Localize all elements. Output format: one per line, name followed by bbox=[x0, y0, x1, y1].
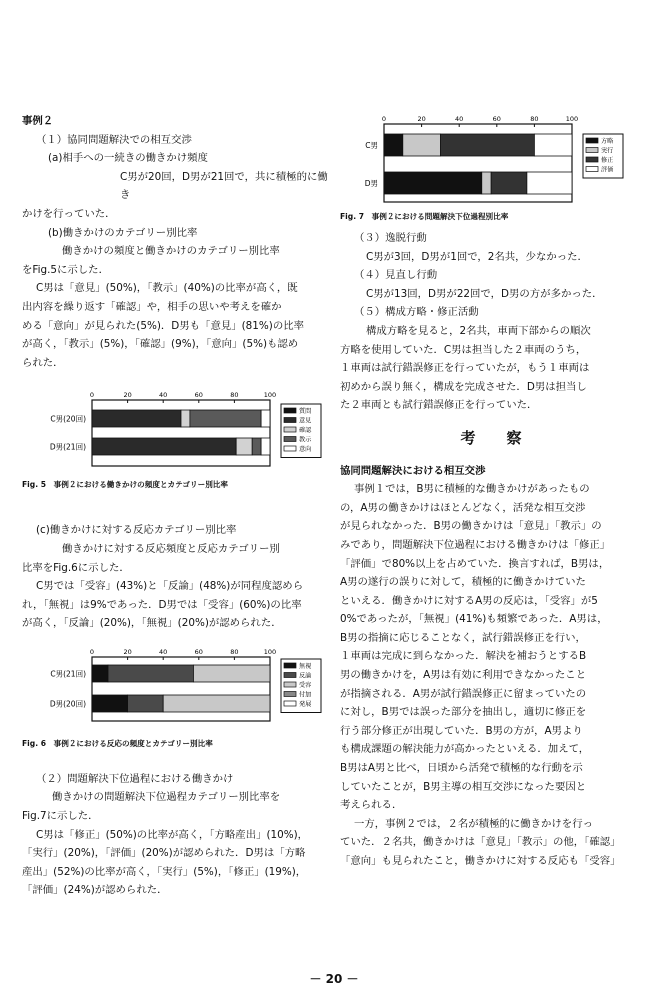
paragraph-line: 働きかけの頻度と働きかけのカテゴリー別比率 bbox=[62, 245, 280, 258]
section-heading-1: （１）協同問題解決での相互交渉 bbox=[36, 133, 192, 146]
legend-swatch bbox=[284, 663, 296, 668]
paragraph-line: が指摘される．A男が試行錯誤修正に留まっていたの bbox=[340, 687, 587, 700]
figure-5 bbox=[22, 386, 328, 491]
paragraph-line: かけを行っていた． bbox=[22, 207, 116, 220]
figure-6-chart bbox=[22, 645, 328, 735]
legend-swatch bbox=[284, 408, 296, 413]
paragraph-line: C男が13回，D男が22回で，D男の方が多かった． bbox=[366, 287, 603, 300]
bar-segment-受容 bbox=[193, 665, 270, 682]
left-column bbox=[22, 112, 328, 900]
legend-swatch bbox=[586, 157, 598, 162]
legend-label: 無視 bbox=[299, 662, 312, 670]
page-number: － 20 － bbox=[309, 972, 359, 986]
paragraph-line: に対し，B男では誤った部分を抽出し，適切に修正を bbox=[340, 706, 587, 719]
legend-swatch bbox=[284, 446, 296, 451]
paragraph-line: 出内容を繰り返す「確認」や，相手の思いや考えを確か bbox=[22, 300, 282, 313]
bar-segment-評価 bbox=[527, 172, 572, 194]
legend-swatch bbox=[284, 672, 296, 677]
figure-5-chart bbox=[22, 386, 328, 476]
bar-segment-方略 bbox=[384, 134, 403, 156]
tick-label: 80 bbox=[530, 115, 539, 123]
legend-label: 修正 bbox=[601, 157, 614, 164]
bar-segment-無視 bbox=[92, 695, 128, 712]
paragraph-line: 0%であったが，「無視」(41%)も頻繁であった．A男は， bbox=[340, 613, 608, 626]
bar-segment-意向 bbox=[261, 410, 270, 427]
section-heading-3: （３）逸脱行動 bbox=[354, 232, 427, 244]
figure-7-chart bbox=[340, 112, 650, 208]
paragraph-line: Fig.7に示した． bbox=[22, 810, 99, 823]
bar-segment-教示 bbox=[190, 410, 261, 427]
legend-label: 教示 bbox=[299, 436, 312, 444]
paragraph-line: も構成課題の解決能力が高かったといえる．加えて， bbox=[340, 743, 590, 756]
legend-label: 実行 bbox=[601, 147, 614, 155]
paragraph-line: が見られなかった．B男の働きかけは「意見」「教示」の bbox=[340, 520, 602, 533]
tick-label: 60 bbox=[194, 647, 203, 656]
paragraph-line: が高く，「反論」(20%)，「無視」(20%)が認められた． bbox=[22, 617, 282, 630]
bar-segment-確認 bbox=[236, 438, 252, 455]
discussion-body bbox=[340, 480, 650, 870]
legend-swatch bbox=[284, 427, 296, 432]
discussion-heading: 協同問題解決における相互交渉 bbox=[340, 464, 486, 477]
paragraph-line: 「評価」(24%)が認められた． bbox=[22, 884, 168, 897]
subsection-heading-b: (b)働きかけのカテゴリー別比率 bbox=[48, 226, 198, 239]
paragraph-line: 働きかけの問題解決下位過程カテゴリー別比率を bbox=[52, 791, 281, 804]
bar-segment-確認 bbox=[181, 410, 190, 427]
tick-label: 100 bbox=[263, 647, 277, 656]
tick-label: 40 bbox=[159, 647, 168, 656]
tick-label: 100 bbox=[565, 115, 579, 123]
bar-segment-教示 bbox=[252, 438, 261, 455]
paragraph-line: C男は「意見」(50%)，「教示」(40%)の比率が高く，既 bbox=[36, 282, 298, 295]
bar-segment-評価 bbox=[534, 134, 572, 156]
legend-label: 確認 bbox=[299, 427, 312, 435]
paragraph-line: C男が3回，D男が1回で，2名共，少なかった． bbox=[366, 250, 588, 263]
figure-7-caption: Fig. 7 事例２における問題解決下位過程別比率 bbox=[340, 212, 509, 221]
paragraph-line: 考えられる． bbox=[340, 799, 403, 812]
paragraph-line: れ，「無視」は9%であった．D男では「受容」(60%)の比率 bbox=[22, 598, 302, 611]
paragraph-line: といえる．働きかけに対するA男の反応は，「受容」が5 bbox=[340, 594, 598, 607]
paragraph-line: 方略を使用していた．C男は担当した２車両のうち， bbox=[340, 343, 587, 356]
bar-segment-方略 bbox=[384, 172, 482, 194]
paragraph-line: 産出」(52%)の比率が高く，「実行」(5%)，「修正」(19%)， bbox=[22, 865, 307, 878]
tick-label: 60 bbox=[194, 391, 203, 400]
paragraph-line: 事例１では，B男に積極的な働きかけがあったもの bbox=[354, 483, 590, 496]
paragraph-line: 「評価」で80%以上を占めていた．換言すれば，B男は， bbox=[340, 557, 610, 570]
tick-label: 0 bbox=[381, 115, 387, 123]
tick-label: 20 bbox=[123, 647, 132, 656]
bar-segment-修正 bbox=[440, 134, 534, 156]
right-column bbox=[340, 112, 650, 871]
legend-label: 発展 bbox=[299, 700, 312, 708]
figure-6-caption: Fig. 6 事例２における反応の頻度とカテゴリー別比率 bbox=[22, 738, 213, 748]
paragraph-line: の，A男の働きかけはほとんどなく，活発な相互交渉 bbox=[340, 501, 586, 514]
paragraph-line: ていた．２名共，働きかけは「意見」「教示」の他，「確認」 bbox=[340, 836, 621, 849]
paragraph-line: C男では「受容」(43%)と「反論」(48%)が同程度認めら bbox=[36, 580, 304, 593]
paragraph-line: A男の遂行の誤りに対して，積極的に働きかけていた bbox=[340, 576, 586, 589]
section-heading-4: （４）見直し行動 bbox=[354, 269, 438, 282]
paragraph-line: める「意向」が見られた(5%)．D男も「意見」(81%)の比率 bbox=[22, 319, 304, 332]
bar-segment-実行 bbox=[403, 134, 441, 156]
paragraph-line: １車両は試行錯誤修正を行っていたが，もう１車両は bbox=[340, 362, 590, 375]
category-label: D男(20回) bbox=[49, 699, 86, 709]
tick-label: 0 bbox=[89, 391, 95, 400]
paragraph-line: みであり，問題解決下位過程における働きかけは「修正」 bbox=[340, 538, 611, 551]
bar-segment-反論 bbox=[108, 665, 193, 682]
category-label: D男(21回) bbox=[49, 442, 86, 452]
legend-swatch bbox=[586, 167, 598, 172]
paragraph-line: をFig.5に示した． bbox=[22, 263, 109, 276]
category-label: C男 bbox=[365, 141, 378, 150]
bar-segment-実行 bbox=[482, 172, 491, 194]
paragraph-line: C男が20回，D男が21回で，共に積極的に働き bbox=[120, 170, 328, 202]
legend-label: 付加 bbox=[299, 691, 312, 699]
paragraph-line: が高く，「教示」(5%)，「確認」(9%)，「意向」(5%)も認め bbox=[22, 338, 299, 351]
legend-label: 評価 bbox=[601, 166, 614, 174]
figure-5-caption: Fig. 5 事例２における働きかけの頻度とカテゴリー別比率 bbox=[22, 480, 228, 490]
tick-label: 40 bbox=[455, 115, 464, 123]
tick-label: 20 bbox=[417, 115, 426, 123]
bar-segment-修正 bbox=[491, 172, 527, 194]
tick-label: 0 bbox=[89, 647, 95, 656]
paragraph-line: C男は「修正」(50%)の比率が高く，「方略産出」(10%)， bbox=[36, 828, 309, 841]
legend-label: 質問 bbox=[299, 408, 312, 416]
section-heading-2: （２）問題解決下位過程における働きかけ bbox=[36, 772, 234, 785]
tick-label: 60 bbox=[492, 115, 501, 123]
paragraph-line: 一方，事例２では，２名が積極的に働きかけを行っ bbox=[354, 817, 593, 830]
category-label: D男 bbox=[364, 179, 378, 188]
legend-swatch bbox=[284, 701, 296, 706]
bar-segment-受容 bbox=[163, 695, 270, 712]
tick-label: 40 bbox=[159, 391, 168, 400]
bar-segment-意見 bbox=[92, 410, 181, 427]
tick-label: 100 bbox=[263, 391, 277, 400]
bar-segment-意見 bbox=[92, 438, 236, 455]
bar-segment-意向 bbox=[261, 438, 270, 455]
figure-7 bbox=[340, 112, 650, 223]
discussion-title: 考 察 bbox=[460, 428, 530, 447]
legend-label: 意見 bbox=[299, 417, 312, 425]
bar-segment-無視 bbox=[92, 665, 108, 682]
paragraph-line: B男はA男と比べ，日頃から活発で積極的な行動を示 bbox=[340, 762, 583, 775]
paragraph-line: た２車両とも試行錯誤修正を行っていた． bbox=[340, 399, 538, 412]
paragraph-line: 「実行」(20%)，「評価」(20%)が認められた．D男は「方略 bbox=[22, 847, 306, 860]
bar-segment-反論 bbox=[128, 695, 164, 712]
legend-label: 意向 bbox=[299, 446, 312, 454]
legend-label: 受容 bbox=[299, 681, 312, 689]
legend-swatch bbox=[284, 682, 296, 687]
legend-label: 反論 bbox=[299, 672, 312, 680]
section-heading-5: （５）構成方略・修正活動 bbox=[354, 306, 479, 319]
paragraph-line: られた． bbox=[22, 356, 64, 369]
legend-swatch bbox=[586, 148, 598, 153]
figure-6 bbox=[22, 645, 328, 750]
paragraph-line: 働きかけに対する反応頻度と反応カテゴリー別 bbox=[62, 542, 280, 555]
legend-swatch bbox=[284, 437, 296, 442]
paragraph-line: B男の指摘に応じることなく，試行錯誤修正を行い， bbox=[340, 631, 586, 644]
tick-label: 80 bbox=[230, 647, 239, 656]
subsection-heading-a: (a)相手への一続きの働きかけ頻度 bbox=[48, 152, 208, 165]
legend-swatch bbox=[586, 138, 598, 143]
category-label: C男(20回) bbox=[50, 414, 86, 424]
paragraph-line: 構成方略を見ると，2名共，車両下部からの順次 bbox=[366, 324, 591, 337]
paragraph-line: していたことが，B男主導の相互交渉になった要因と bbox=[340, 780, 587, 793]
tick-label: 20 bbox=[123, 391, 132, 400]
paragraph-line: 「意向」も見られたこと，働きかけに対する反応も「受容」 bbox=[340, 855, 621, 867]
tick-label: 80 bbox=[230, 391, 239, 400]
legend-label: 方略 bbox=[601, 138, 614, 145]
paragraph-line: １車両は完成に到らなかった．解決を補おうとするB bbox=[340, 650, 587, 663]
paragraph-line: 比率をFig.6に示した． bbox=[22, 561, 130, 574]
category-label: C男(21回) bbox=[50, 669, 86, 679]
subsection-heading-c: (c)働きかけに対する反応カテゴリー別比率 bbox=[36, 524, 237, 537]
legend-swatch bbox=[284, 418, 296, 423]
case-heading: 事例２ bbox=[22, 115, 54, 127]
paragraph-line: 初めから誤り無く，構成を完成させた．D男は担当し bbox=[340, 380, 587, 393]
paragraph-line: 男の働きかけを，A男は有効に利用できなかったこと bbox=[340, 669, 587, 682]
legend-swatch bbox=[284, 691, 296, 696]
paragraph-line: 行う部分修正が出現していた．B男の方が，A男より bbox=[340, 724, 583, 737]
